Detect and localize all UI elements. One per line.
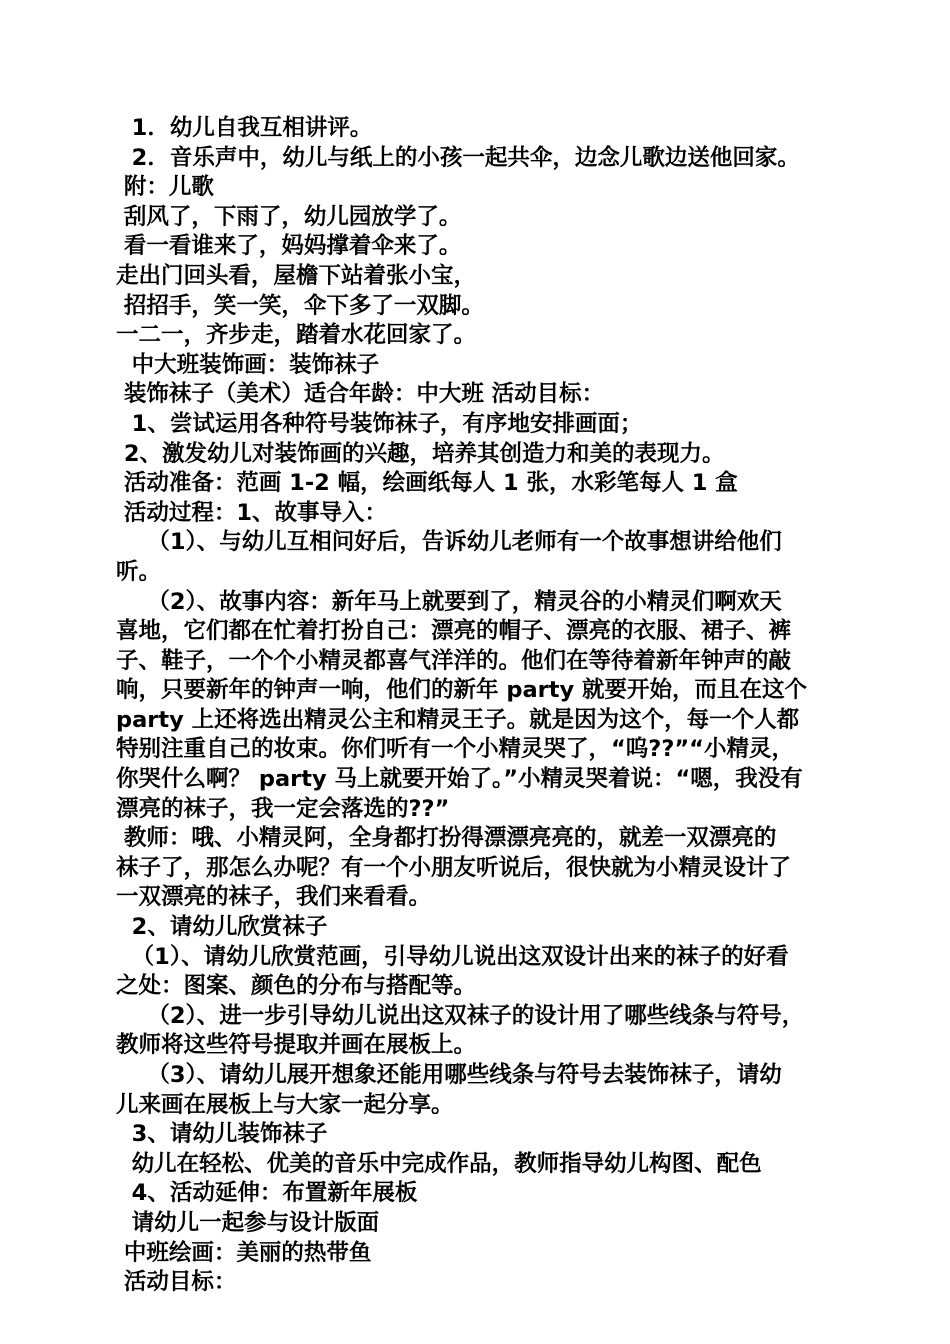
text-line: （2）、进一步引导幼儿说出这双袜子的设计用了哪些线条与符号， xyxy=(116,1002,805,1029)
text-line: 中大班装饰画：装饰袜子 xyxy=(116,351,380,378)
text-line: 招招手，笑一笑，伞下多了一双脚。 xyxy=(116,292,484,319)
text-line: 2．音乐声中，幼儿与纸上的小孩一起共伞，边念儿歌边送他回家。 xyxy=(116,144,800,171)
text-line: 刮风了，下雨了，幼儿园放学了。 xyxy=(116,203,462,230)
text-line: 一双漂亮的袜子，我们来看看。 xyxy=(116,884,432,911)
text-line: （1）、请幼儿欣赏范画，引导幼儿说出这双设计出来的袜子的好看 xyxy=(116,943,789,970)
text-line: 袜子了，那怎么办呢？有一个小朋友听说后，很快就为小精灵设计了 xyxy=(116,854,792,881)
text-line: 喜地，它们都在忙着打扮自己：漂亮的帽子、漂亮的衣服、裙子、裤 xyxy=(116,618,792,645)
text-line: 2、请幼儿欣赏袜子 xyxy=(116,914,328,941)
text-line: 请幼儿一起参与设计版面 xyxy=(116,1209,380,1236)
text-line: 2、激发幼儿对装饰画的兴趣，培养其创造力和美的表现力。 xyxy=(116,440,725,467)
text-line: 看一看谁来了，妈妈撑着伞来了。 xyxy=(116,233,462,260)
text-line: 响，只要新年的钟声一响，他们的新年 party 就要开始，而且在这个 xyxy=(116,677,807,704)
text-line: 中班绘画：美丽的热带鱼 xyxy=(116,1239,372,1266)
document-body xyxy=(116,114,836,1298)
text-line: 1、尝试运用各种符号装饰袜子，有序地安排画面； xyxy=(116,410,643,437)
text-line: 装饰袜子（美术）适合年龄：中大班 活动目标： xyxy=(116,381,605,408)
text-line: （1）、与幼儿互相问好后，告诉幼儿老师有一个故事想讲给他们 xyxy=(116,529,782,556)
text-line: 幼儿在轻松、优美的音乐中完成作品，教师指导幼儿构图、配色 xyxy=(116,1150,762,1177)
text-line: 漂亮的袜子，我一定会落选的??” xyxy=(116,795,450,822)
text-line: 活动目标： xyxy=(116,1269,237,1296)
text-line: 活动过程：1、故事导入： xyxy=(116,499,387,526)
text-line: 听。 xyxy=(116,558,162,585)
text-line: 走出门回头看，屋檐下站着张小宝， xyxy=(116,262,477,289)
text-line: 4、活动延伸：布置新年展板 xyxy=(116,1180,418,1207)
text-line: 儿来画在展板上与大家一起分享。 xyxy=(116,1091,454,1118)
text-line: 3、请幼儿装饰袜子 xyxy=(116,1121,328,1148)
text-line: （3）、请幼儿展开想象还能用哪些线条与符号去装饰袜子，请幼 xyxy=(116,1062,782,1088)
text-line: 特别注重自己的妆束。你们听有一个小精灵哭了，“呜??”“小精灵， xyxy=(116,736,794,763)
text-line: 之处：图案、颜色的分布与搭配等。 xyxy=(116,973,477,1000)
text-line: 教师将这些符号提取并画在展板上。 xyxy=(116,1032,477,1059)
text-line: 1．幼儿自我互相讲评。 xyxy=(116,115,373,141)
text-line: 一二一，齐步走，踏着水花回家了。 xyxy=(116,322,477,349)
text-line: （2）、故事内容：新年马上就要到了，精灵谷的小精灵们啊欢天 xyxy=(116,588,782,615)
text-line: 附：儿歌 xyxy=(116,174,214,201)
text-line: 活动准备：范画 1-2 幅，绘画纸每人 1 张，水彩笔每人 1 盒 xyxy=(116,470,738,497)
text-line: 教师：哦、小精灵阿，全身都打扮得漂漂亮亮的，就差一双漂亮的 xyxy=(116,825,777,852)
text-line: party 上还将选出精灵公主和精灵王子。就是因为这个，每一个人都 xyxy=(116,706,800,733)
text-line: 子、鞋子，一个个小精灵都喜气洋洋的。他们在等待着新年钟声的敲 xyxy=(116,647,792,674)
text-line: 你哭什么啊？ party 马上就要开始了。”小精灵哭着说：“嗯，我没有 xyxy=(116,766,803,793)
